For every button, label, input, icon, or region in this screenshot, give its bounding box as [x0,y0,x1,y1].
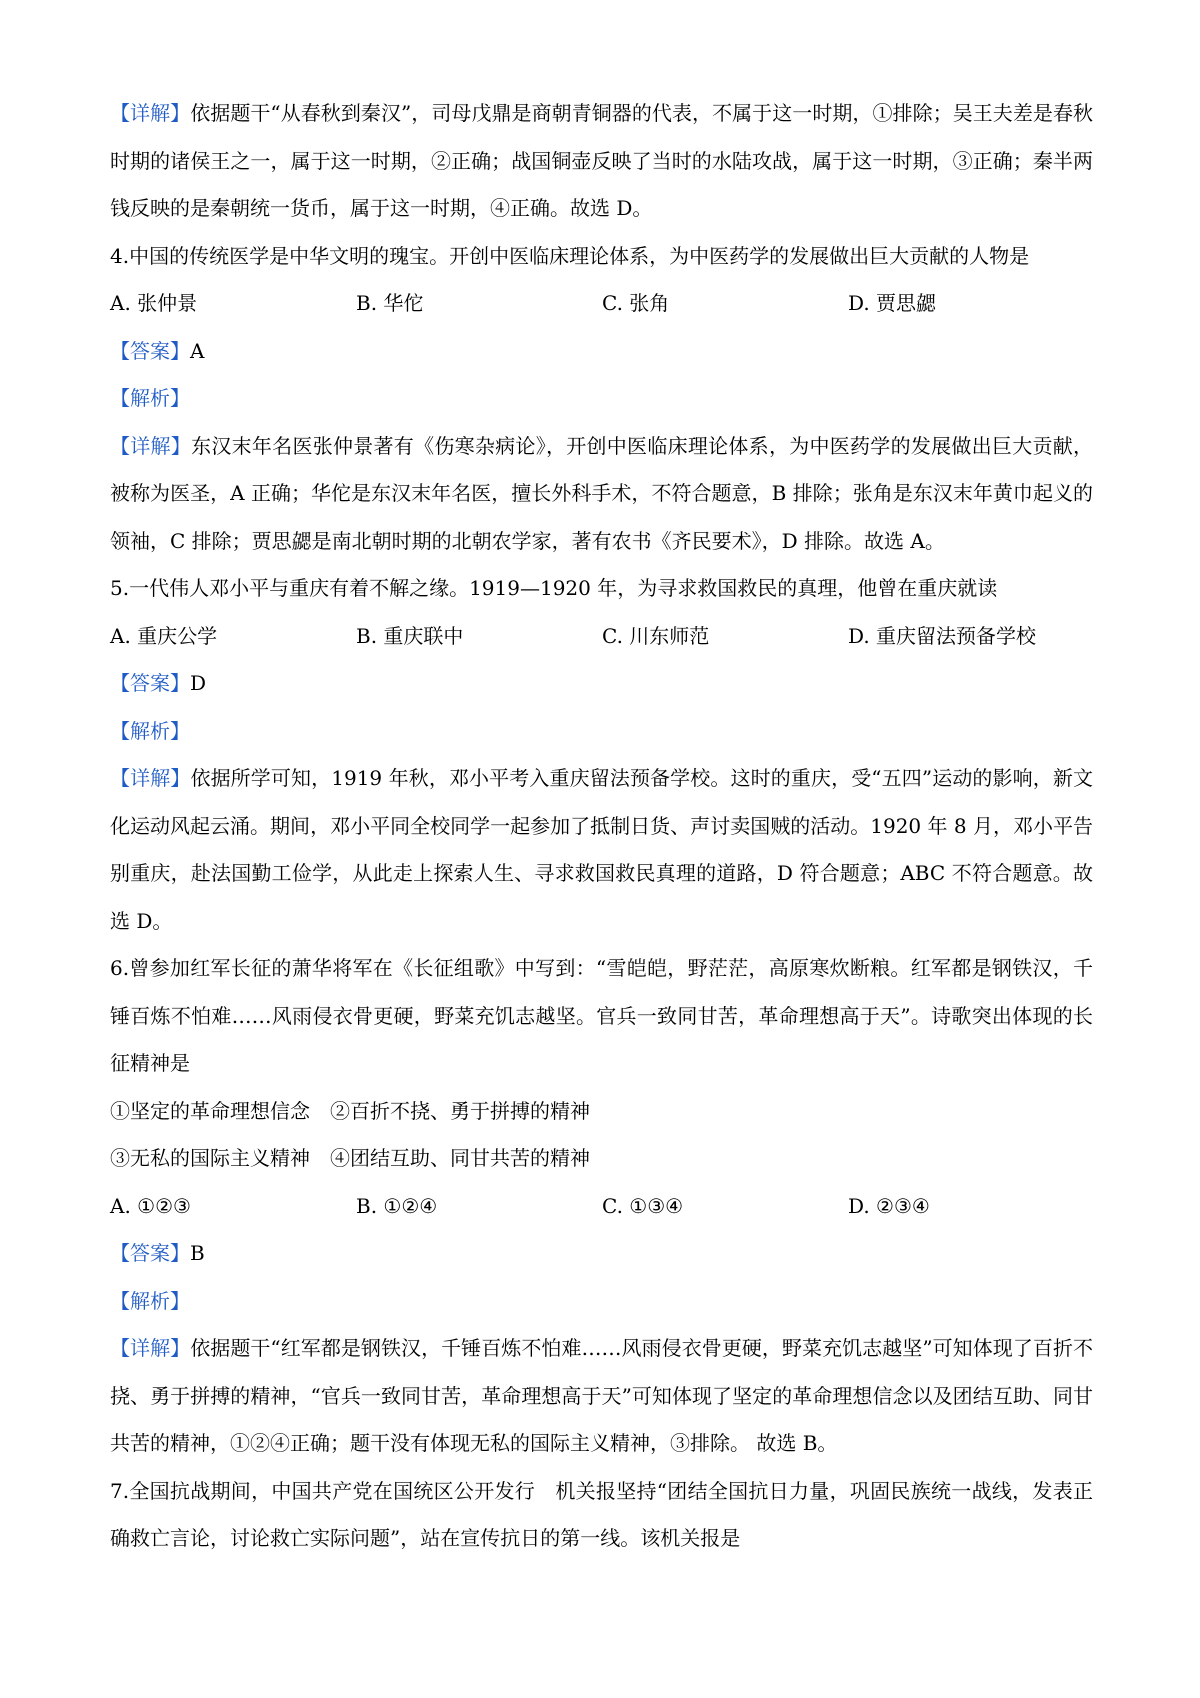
option-d: D. 贾思勰 [848,291,937,315]
q6-statement-2: ③无私的国际主义精神 ④团结互助、同甘共苦的精神 [110,1146,590,1170]
detail-text: 依据题干“红军都是钢铁汉，千锤百炼不怕难……风雨侵衣骨更硬，野菜充饥志越坚”可知体现了百折不挠、勇于拼搏的精神，“官兵一致同甘苦，革命理想高于天”可知体现了坚定的革命理想信念以及团结互助、同甘共苦的精神，①②④正确；题干没有体现无私的国际主义精神，③排除。 故选 B。 [110,1336,1094,1455]
option-c: C. 张角 [602,291,670,315]
option-d: D. 重庆留法预备学校 [848,623,1037,648]
q4-analysis [110,375,1093,423]
answer-tag: 【答案】 [110,671,190,695]
q5-stem: 5.一代伟人邓小平与重庆有着不解之缘。1919—1920 年，为寻求救国救民的真理，他曾在重庆就读 [110,576,998,600]
q5-options [110,613,1093,661]
q6-stem: 6.曾参加红军长征的萧华将军在《长征组歌》中写到：“雪皑皑，野茫茫，高原寒炊断粮。红军都是钢铁汉，千锤百炼不怕难……风雨侵衣骨更硬，野菜充饥志越坚。官兵一致同甘苦，革命理想高于天”。诗歌突出体现的长征精神是 [110,956,1093,1075]
option-a: A. 重庆公学 [110,623,218,648]
option-c: C. ①③④ [602,1193,684,1218]
q7-stem: 7.全国抗战期间，中国共产党在国统区公开发行 机关报坚持“团结全国抗日力量，巩固民族统一战线，发表正确救亡言论，讨论救亡实际问题”，站在宣传抗日的第一线。该机关报是 [110,1478,1093,1550]
option-b: B. 重庆联中 [356,623,464,648]
option-c: C. 川东师范 [602,623,710,648]
answer-value: D [190,671,207,695]
q4-options [110,280,1093,328]
q6-answer [110,1230,1093,1278]
answer-value: B [190,1241,205,1265]
answer-value: A [190,338,205,363]
q6-statement-1: ①坚定的革命理想信念 ②百折不挠、勇于拼搏的精神 [110,1098,590,1123]
option-b: B. 华佗 [356,291,424,315]
detail-text: 东汉末年名医张仲景著有《伤寒杂病论》，开创中医临床理论体系，为中医药学的发展做出巨大贡献，被称为医圣，A 正确；华佗是东汉末年名医，擅长外科手术，不符合题意，B 排除；张角是东汉末年黄巾起义的领袖，C 排除；贾思勰是南北朝时期的北朝农学家，著有农书《齐民要术》，D 排除。故选 A。 [110,433,1094,553]
answer-tag: 【答案】 [110,1241,190,1265]
option-a: A. 张仲景 [110,291,198,315]
q6-analysis [110,1278,1093,1326]
detail-tag: 【详解】 [110,101,191,125]
q4-stem: 4.中国的传统医学是中华文明的瑰宝。开创中医临床理论体系，为中医药学的发展做出巨大贡献的人物是 [110,243,1030,268]
q4-detail [110,423,1093,566]
option-a: A. ①②③ [110,1193,191,1218]
q6-options [110,1183,1093,1231]
answer-tag: 【答案】 [110,338,190,363]
q5-answer [110,660,1093,708]
option-d: D. ②③④ [848,1193,930,1218]
option-b: B. ①②④ [356,1193,438,1218]
detail-tag: 【详解】 [110,1336,191,1360]
q5-detail [110,755,1093,945]
q5-analysis [110,708,1093,756]
q3-detail [110,90,1093,233]
q4-answer [110,328,1093,376]
detail-text: 依据题干“从春秋到秦汉”，司母戊鼎是商朝青铜器的代表，不属于这一时期，①排除；吴王夫差是春秋时期的诸侯王之一，属于这一时期，②正确；战国铜壶反映了当时的水陆攻战，属于这一时期，③正确；秦半两钱反映的是秦朝统一货币，属于这一时期，④正确。故选 D。 [110,101,1094,220]
analysis-tag: 【解析】 [110,386,190,410]
analysis-tag: 【解析】 [110,718,190,743]
q6-detail [110,1325,1093,1468]
detail-text: 依据所学可知，1919 年秋，邓小平考入重庆留法预备学校。这时的重庆，受“五四”运动的影响，新文化运动风起云涌。期间，邓小平同全校同学一起参加了抵制日货、声讨卖国贼的活动。1920 年 8 月，邓小平告别重庆，赴法国勤工俭学，从此走上探索人生、寻求救国救民真理的道路，D 符合题意；ABC 不符合题意。故选 D。 [110,766,1093,933]
detail-tag: 【详解】 [110,766,191,790]
detail-tag: 【详解】 [110,433,192,458]
analysis-tag: 【解析】 [110,1288,190,1313]
